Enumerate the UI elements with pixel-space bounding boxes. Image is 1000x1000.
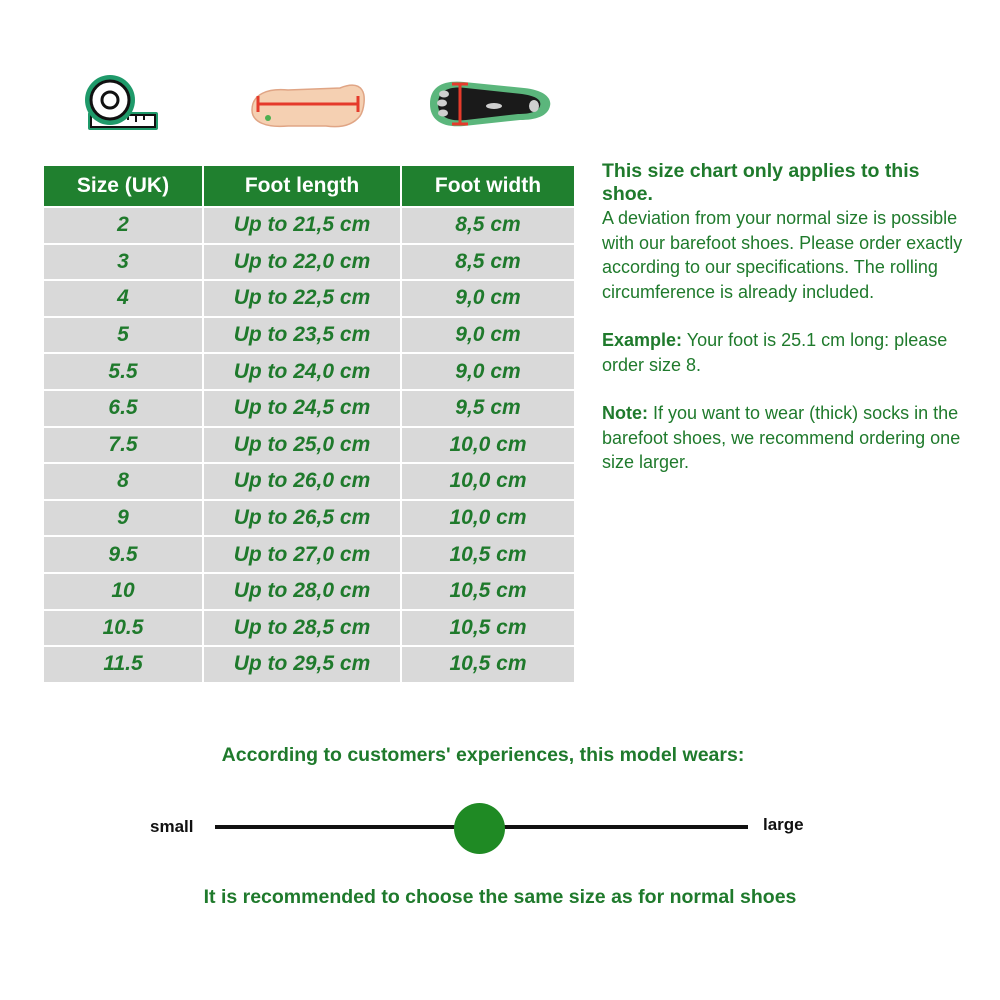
table-row bbox=[43, 573, 575, 610]
cell-foot-length: Up to 25,0 cm bbox=[203, 427, 401, 464]
cell-foot-width: 8,5 cm bbox=[401, 244, 575, 281]
note-text: If you want to wear (thick) socks in the barefoot shoes, we recommend ordering one size larger. bbox=[602, 403, 961, 472]
cell-foot-length: Up to 22,5 cm bbox=[203, 280, 401, 317]
cell-foot-width: 10,5 cm bbox=[401, 536, 575, 573]
cell-size: 4 bbox=[43, 280, 203, 317]
table-row bbox=[43, 536, 575, 573]
cell-foot-length: Up to 29,5 cm bbox=[203, 646, 401, 683]
cell-size: 10 bbox=[43, 573, 203, 610]
measuring-tape-icon bbox=[82, 72, 164, 134]
cell-foot-length: Up to 22,0 cm bbox=[203, 244, 401, 281]
cell-foot-width: 9,0 cm bbox=[401, 353, 575, 390]
note-label: Note: bbox=[602, 403, 648, 423]
header-foot-length: Foot length bbox=[203, 165, 401, 207]
cell-foot-length: Up to 24,5 cm bbox=[203, 390, 401, 427]
info-title: This size chart only applies to this shoe. bbox=[602, 160, 920, 205]
fit-title: According to customers' experiences, this model wears: bbox=[221, 744, 745, 766]
cell-size: 5 bbox=[43, 317, 203, 354]
cell-size: 9.5 bbox=[43, 536, 203, 573]
fit-recommendation: It is recommended to choose the same size as for normal shoes bbox=[203, 886, 797, 908]
cell-foot-width: 9,5 cm bbox=[401, 390, 575, 427]
table-row bbox=[43, 244, 575, 281]
cell-size: 7.5 bbox=[43, 427, 203, 464]
scale-label-large: large bbox=[763, 815, 804, 834]
example-text: Your foot is 25.1 cm long: please order size 8. bbox=[602, 330, 948, 375]
cell-size: 3 bbox=[43, 244, 203, 281]
cell-foot-width: 10,5 cm bbox=[401, 573, 575, 610]
size-chart-table bbox=[42, 164, 576, 684]
cell-foot-length: Up to 27,0 cm bbox=[203, 536, 401, 573]
table-row bbox=[43, 463, 575, 500]
size-info bbox=[602, 160, 972, 475]
cell-foot-length: Up to 28,5 cm bbox=[203, 610, 401, 647]
cell-size: 5.5 bbox=[43, 353, 203, 390]
table-header-row bbox=[43, 165, 575, 207]
table-row bbox=[43, 317, 575, 354]
info-note bbox=[602, 401, 972, 475]
foot-width-icon bbox=[424, 76, 554, 132]
table-row bbox=[43, 500, 575, 537]
cell-foot-length: Up to 24,0 cm bbox=[203, 353, 401, 390]
table-row bbox=[43, 427, 575, 464]
table-row bbox=[43, 353, 575, 390]
cell-foot-width: 10,0 cm bbox=[401, 500, 575, 537]
cell-size: 2 bbox=[43, 207, 203, 244]
table-body bbox=[43, 207, 575, 683]
cell-size: 9 bbox=[43, 500, 203, 537]
cell-foot-width: 9,0 cm bbox=[401, 317, 575, 354]
cell-foot-width: 10,5 cm bbox=[401, 646, 575, 683]
table-row bbox=[43, 207, 575, 244]
cell-foot-width: 10,0 cm bbox=[401, 463, 575, 500]
table-row bbox=[43, 390, 575, 427]
cell-foot-length: Up to 26,5 cm bbox=[203, 500, 401, 537]
cell-foot-length: Up to 28,0 cm bbox=[203, 573, 401, 610]
table-row bbox=[43, 610, 575, 647]
cell-size: 10.5 bbox=[43, 610, 203, 647]
table-row bbox=[43, 646, 575, 683]
info-example bbox=[602, 328, 972, 377]
foot-length-icon bbox=[248, 80, 366, 132]
cell-size: 11.5 bbox=[43, 646, 203, 683]
scale-label-small: small bbox=[150, 817, 194, 836]
cell-foot-width: 8,5 cm bbox=[401, 207, 575, 244]
cell-foot-width: 10,5 cm bbox=[401, 610, 575, 647]
cell-foot-width: 9,0 cm bbox=[401, 280, 575, 317]
table-row bbox=[43, 280, 575, 317]
cell-size: 6.5 bbox=[43, 390, 203, 427]
cell-foot-length: Up to 23,5 cm bbox=[203, 317, 401, 354]
fit-indicator bbox=[454, 803, 505, 854]
header-foot-width: Foot width bbox=[401, 165, 575, 207]
info-body: A deviation from your normal size is possible with our barefoot shoes. Please order exactly according to our specifications. The rolling circumference is already included. bbox=[602, 208, 963, 302]
example-label: Example: bbox=[602, 330, 683, 350]
cell-foot-width: 10,0 cm bbox=[401, 427, 575, 464]
cell-size: 8 bbox=[43, 463, 203, 500]
header-size: Size (UK) bbox=[43, 165, 203, 207]
cell-foot-length: Up to 26,0 cm bbox=[203, 463, 401, 500]
cell-foot-length: Up to 21,5 cm bbox=[203, 207, 401, 244]
